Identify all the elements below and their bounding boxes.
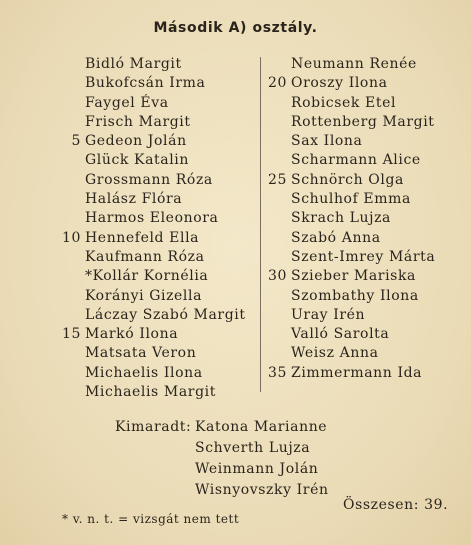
right-name-column	[265, 55, 465, 383]
student-row	[55, 94, 255, 113]
student-name: Gedeon Jolán	[85, 133, 187, 150]
student-name: Valló Sarolta	[291, 326, 390, 343]
footnote: * v. n. t. = vizsgát nem tett	[62, 512, 240, 526]
student-row	[265, 151, 465, 170]
student-row	[55, 132, 255, 151]
row-number	[265, 325, 291, 344]
student-name: *Kollár Kornélia	[85, 268, 209, 285]
omitted-row	[115, 417, 329, 438]
column-divider	[260, 57, 261, 392]
student-row	[55, 113, 255, 132]
student-row	[265, 325, 465, 344]
student-row	[265, 171, 465, 190]
student-name: Hennefeld Ella	[85, 229, 200, 246]
student-row	[55, 344, 255, 363]
student-row	[265, 306, 465, 325]
row-number	[55, 383, 85, 402]
student-row	[265, 248, 465, 267]
row-number	[55, 364, 85, 383]
student-name: Uray Irén	[291, 306, 366, 323]
row-number: 20	[267, 75, 287, 92]
row-number	[265, 94, 291, 113]
total-count: Összesen: 39.	[343, 497, 449, 513]
class-heading: Második A) osztály.	[153, 20, 318, 36]
student-name: Glück Katalin	[85, 152, 190, 169]
row-number	[55, 248, 85, 267]
row-number	[55, 209, 85, 228]
student-row	[55, 287, 255, 306]
omitted-students	[115, 417, 329, 501]
row-number	[265, 306, 291, 325]
student-row	[265, 209, 465, 228]
student-name: Faygel Éva	[85, 94, 169, 111]
student-name: Grossmann Róza	[85, 171, 213, 188]
student-name: Sax Ilona	[291, 133, 363, 150]
student-row	[55, 325, 255, 344]
student-name: Michaelis Margit	[85, 384, 216, 401]
row-number: 30	[267, 268, 287, 285]
row-number	[55, 55, 85, 74]
student-name: Korányi Gizella	[85, 287, 203, 304]
student-row	[55, 209, 255, 228]
student-row	[55, 74, 255, 93]
student-name: Weisz Anna	[291, 345, 379, 362]
omitted-label: Kimaradt:	[115, 419, 192, 435]
student-row	[265, 74, 465, 93]
student-row	[55, 364, 255, 383]
student-row	[55, 190, 255, 209]
student-name: Kaufmann Róza	[85, 248, 205, 265]
row-number	[265, 55, 291, 74]
student-name: Halász Flóra	[85, 191, 183, 208]
student-row	[55, 248, 255, 267]
student-name: Harmos Eleonora	[85, 210, 219, 227]
row-number	[265, 287, 291, 306]
student-row	[55, 383, 255, 402]
row-number	[265, 132, 291, 151]
student-name: Schulhof Emma	[291, 191, 411, 208]
student-name: Schnörch Olga	[291, 171, 404, 188]
student-row	[55, 229, 255, 248]
student-row	[265, 55, 465, 74]
omitted-name: Wisnyovszky Irén	[195, 482, 329, 498]
row-number: 10	[61, 229, 81, 246]
student-row	[55, 151, 255, 170]
student-name: Robicsek Etel	[291, 94, 397, 111]
omitted-row	[115, 480, 329, 501]
student-row	[55, 55, 255, 74]
row-number	[55, 344, 85, 363]
student-name: Rottenberg Margit	[291, 113, 435, 130]
student-name: Szombathy Ilona	[291, 287, 419, 304]
row-number	[55, 94, 85, 113]
row-number: 5	[71, 133, 81, 150]
student-row	[265, 132, 465, 151]
student-name: Neumann Renée	[291, 56, 417, 72]
student-row	[265, 267, 465, 286]
row-number	[265, 190, 291, 209]
row-number	[265, 229, 291, 248]
student-name: Matsata Veron	[85, 345, 197, 362]
student-name: Oroszy Ilona	[291, 75, 388, 92]
student-row	[265, 229, 465, 248]
omitted-name: Katona Marianne	[195, 419, 328, 435]
row-number: 25	[267, 171, 287, 188]
student-name: Szieber Mariska	[291, 268, 416, 285]
student-row	[55, 306, 255, 325]
row-number: 15	[61, 326, 81, 343]
student-row	[265, 113, 465, 132]
student-row	[265, 364, 465, 383]
omitted-row	[115, 459, 329, 480]
student-name: Markó Ilona	[85, 326, 179, 343]
left-name-column	[55, 55, 255, 402]
row-number	[55, 151, 85, 170]
row-number	[55, 267, 85, 286]
student-name: Bukofcsán Irma	[85, 75, 206, 92]
student-name: Scharmann Alice	[291, 152, 421, 169]
student-row	[265, 344, 465, 363]
student-name: Michaelis Ilona	[85, 364, 203, 381]
student-name: Láczay Szabó Margit	[85, 306, 246, 323]
student-row	[265, 94, 465, 113]
row-number	[55, 113, 85, 132]
student-name: Zimmermann Ida	[291, 364, 423, 381]
row-number	[55, 74, 85, 93]
omitted-name: Weinmann Jolán	[195, 461, 319, 477]
row-number: 35	[267, 364, 287, 381]
omitted-name: Schverth Lujza	[195, 440, 311, 456]
student-row	[55, 267, 255, 286]
row-number	[55, 190, 85, 209]
row-number	[265, 151, 291, 170]
student-row	[265, 190, 465, 209]
student-name: Szent-Imrey Márta	[291, 248, 436, 265]
student-name: Frisch Margit	[85, 113, 191, 130]
row-number	[55, 306, 85, 325]
omitted-row	[115, 438, 329, 459]
student-row	[55, 171, 255, 190]
row-number	[265, 248, 291, 267]
student-name: Szabó Anna	[291, 229, 381, 246]
row-number	[265, 344, 291, 363]
row-number	[55, 287, 85, 306]
student-name: Bidló Margit	[85, 56, 182, 72]
student-name: Skrach Lujza	[291, 210, 391, 227]
student-row	[265, 287, 465, 306]
row-number	[265, 113, 291, 132]
row-number	[265, 209, 291, 228]
row-number	[55, 171, 85, 190]
